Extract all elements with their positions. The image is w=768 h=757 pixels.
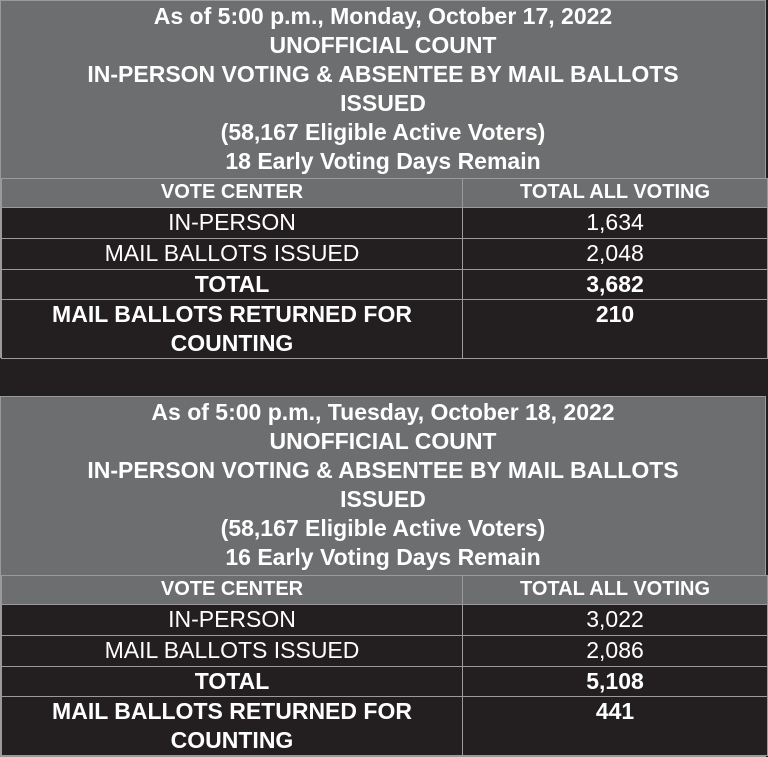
column-header-vote-center: VOTE CENTER xyxy=(2,576,463,605)
column-header-vote-center: VOTE CENTER xyxy=(2,179,463,208)
description-line-continued: ISSUED xyxy=(340,486,426,512)
eligible-voters-line: (58,167 Eligible Active Voters) xyxy=(220,119,546,145)
row-label-line: COUNTING xyxy=(170,330,294,356)
table-row-in-person xyxy=(2,605,768,636)
table-row-in-person xyxy=(2,208,768,239)
table-row-returned xyxy=(2,300,768,359)
row-value: 3,682 xyxy=(463,270,768,300)
table-header-row xyxy=(2,576,768,605)
row-value: 2,086 xyxy=(463,636,768,667)
row-value: 3,022 xyxy=(463,605,768,636)
row-label: MAIL BALLOTS ISSUED xyxy=(2,636,463,667)
table-row-total xyxy=(2,667,768,697)
row-label: MAIL BALLOTS ISSUED xyxy=(2,239,463,270)
row-label xyxy=(2,697,463,756)
description-line-continued: ISSUED xyxy=(340,90,426,116)
report-header xyxy=(1,397,765,575)
table-row-mail-issued xyxy=(2,636,768,667)
column-header-total-all-voting: TOTAL ALL VOTING xyxy=(463,179,768,208)
row-label: TOTAL xyxy=(2,270,463,300)
vote-table xyxy=(1,178,768,359)
description-line: IN-PERSON VOTING & ABSENTEE BY MAIL BALLOTS xyxy=(87,457,679,483)
row-label-line: COUNTING xyxy=(170,727,294,753)
row-value: 2,048 xyxy=(463,239,768,270)
row-label: TOTAL xyxy=(2,667,463,697)
row-label: IN-PERSON xyxy=(2,208,463,239)
row-value: 441 xyxy=(463,697,768,756)
as-of-line: As of 5:00 p.m., Monday, October 17, 2022 xyxy=(153,3,613,29)
count-type-line: UNOFFICIAL COUNT xyxy=(269,32,497,58)
row-value: 5,108 xyxy=(463,667,768,697)
row-value: 1,634 xyxy=(463,208,768,239)
row-value: 210 xyxy=(463,300,768,359)
table-header-row xyxy=(2,179,768,208)
days-remain-line: 16 Early Voting Days Remain xyxy=(225,544,541,570)
as-of-line: As of 5:00 p.m., Tuesday, October 18, 2022 xyxy=(151,399,615,425)
vote-table xyxy=(1,575,768,756)
column-header-total-all-voting: TOTAL ALL VOTING xyxy=(463,576,768,605)
description-line: IN-PERSON VOTING & ABSENTEE BY MAIL BALLOTS xyxy=(87,61,679,87)
row-label: IN-PERSON xyxy=(2,605,463,636)
table-row-returned xyxy=(2,697,768,756)
row-label-line: MAIL BALLOTS RETURNED FOR xyxy=(52,698,412,724)
count-type-line: UNOFFICIAL COUNT xyxy=(269,428,497,454)
report-header xyxy=(1,1,765,178)
row-label-line: MAIL BALLOTS RETURNED FOR xyxy=(52,301,412,327)
report-oct-17 xyxy=(0,0,766,358)
table-row-mail-issued xyxy=(2,239,768,270)
days-remain-line: 18 Early Voting Days Remain xyxy=(225,148,541,174)
report-oct-18 xyxy=(0,396,766,757)
table-row-total xyxy=(2,270,768,300)
eligible-voters-line: (58,167 Eligible Active Voters) xyxy=(220,515,546,541)
row-label xyxy=(2,300,463,359)
